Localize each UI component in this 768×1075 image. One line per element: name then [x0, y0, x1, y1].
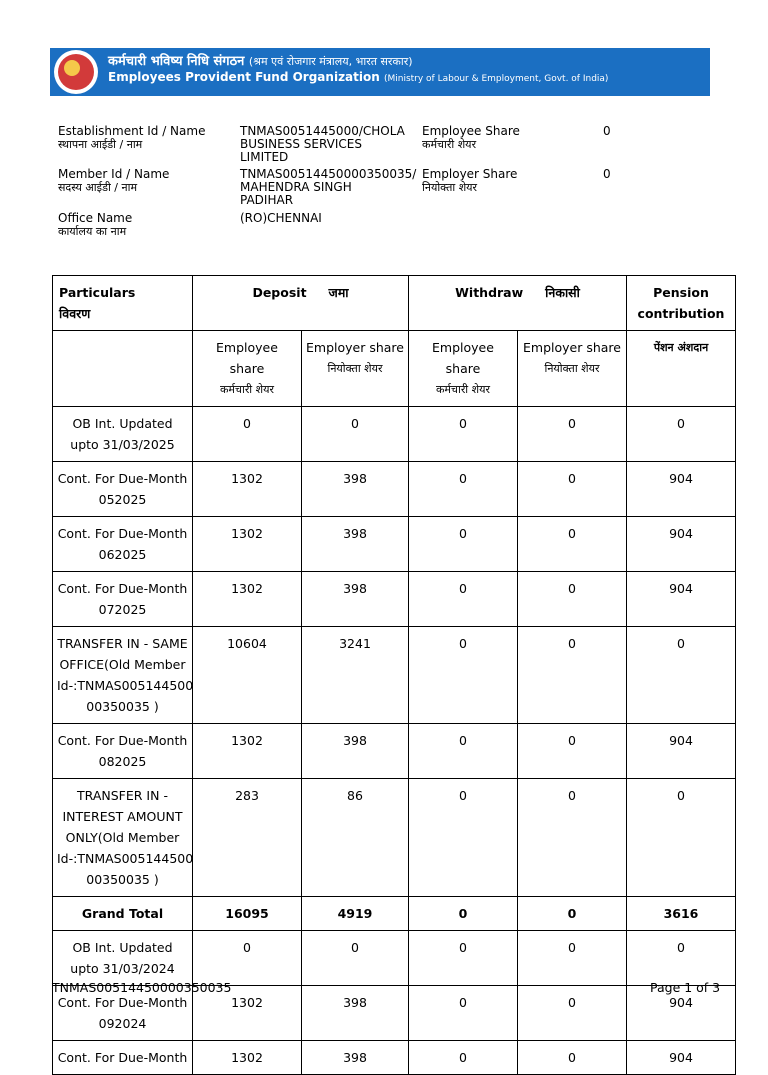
office-value: (RO)CHENNAI [240, 211, 322, 225]
cell-dep-emp: 0 [193, 931, 302, 986]
header-deposit: Deposit जमा [193, 276, 409, 331]
cell-pension: 904 [627, 517, 736, 572]
cell-wd-empr: 0 [518, 724, 627, 779]
table-row [53, 407, 736, 462]
cell-wd-empr: 0 [518, 627, 627, 724]
employer-share-value: 0 [603, 167, 611, 181]
cell-wd-empr: 0 [518, 897, 627, 931]
cell-wd-emp: 0 [409, 897, 518, 931]
cell-wd-empr: 0 [518, 572, 627, 627]
employee-share-value: 0 [603, 124, 611, 138]
cell-dep-emp: 1302 [193, 986, 302, 1041]
header-particulars: Particularsविवरण [53, 276, 193, 331]
footer-page-number: Page 1 of 3 [650, 980, 721, 995]
cell-wd-empr: 0 [518, 407, 627, 462]
cell-dep-empr: 398 [302, 1041, 409, 1075]
footer-member-id: TNMAS00514450000350035 [52, 980, 232, 995]
cell-particulars: Cont. For Due-Month [53, 1041, 193, 1075]
cell-dep-empr: 398 [302, 572, 409, 627]
cell-dep-empr: 86 [302, 779, 409, 897]
subheader-deposit-employee: Employee share कर्मचारी शेयर [193, 331, 302, 407]
cell-wd-emp: 0 [409, 779, 518, 897]
org-title-hindi [108, 51, 413, 69]
cell-wd-emp: 0 [409, 724, 518, 779]
passbook-table [52, 275, 736, 1075]
cell-wd-empr: 0 [518, 779, 627, 897]
cell-dep-emp: 10604 [193, 627, 302, 724]
cell-particulars: Cont. For Due-Month 072025 [53, 572, 193, 627]
cell-pension: 904 [627, 724, 736, 779]
cell-wd-emp: 0 [409, 462, 518, 517]
cell-dep-emp: 1302 [193, 517, 302, 572]
cell-pension: 0 [627, 779, 736, 897]
establishment-label: Establishment Id / Name स्थापना आईडी / नाम [58, 124, 206, 151]
establishment-value: TNMAS0051445000/CHOLA BUSINESS SERVICES LIMITED [240, 124, 405, 164]
cell-particulars: Grand Total [53, 897, 193, 931]
subheader-blank [53, 331, 193, 407]
cell-wd-empr: 0 [518, 517, 627, 572]
subheader-withdraw-employer: Employer share नियोक्ता शेयर [518, 331, 627, 407]
org-name-hindi: कर्मचारी भविष्य निधि संगठन [108, 54, 245, 69]
header-withdraw: Withdraw निकासी [409, 276, 627, 331]
org-title-english [108, 70, 608, 84]
cell-wd-emp: 0 [409, 627, 518, 724]
cell-particulars: TRANSFER IN - INTEREST AMOUNT ONLY(Old Member Id-:TNMAS005144500 00350035 ) [53, 779, 193, 897]
cell-dep-empr: 398 [302, 517, 409, 572]
cell-wd-empr: 0 [518, 1041, 627, 1075]
cell-pension: 904 [627, 462, 736, 517]
cell-pension: 904 [627, 572, 736, 627]
employer-share-label: Employer Share नियोक्ता शेयर [422, 167, 518, 194]
cell-dep-emp: 1302 [193, 724, 302, 779]
org-ministry-english: (Ministry of Labour & Employment, Govt. of India) [383, 74, 609, 84]
org-name-english: Employees Provident Fund Organization [108, 70, 380, 84]
cell-wd-empr: 0 [518, 986, 627, 1041]
table-row [53, 517, 736, 572]
cell-dep-empr: 0 [302, 931, 409, 986]
cell-wd-emp: 0 [409, 407, 518, 462]
cell-dep-emp: 1302 [193, 572, 302, 627]
cell-pension: 904 [627, 986, 736, 1041]
cell-dep-empr: 398 [302, 724, 409, 779]
table-row [53, 627, 736, 724]
cell-pension: 3616 [627, 897, 736, 931]
cell-wd-emp: 0 [409, 572, 518, 627]
cell-wd-emp: 0 [409, 517, 518, 572]
office-label: Office Name कार्यालय का नाम [58, 211, 133, 238]
subheader-withdraw-employee: Employee share कर्मचारी शेयर [409, 331, 518, 407]
table-row [53, 724, 736, 779]
table-row [53, 931, 736, 986]
member-label: Member Id / Name सदस्य आईडी / नाम [58, 167, 170, 194]
table-row [53, 572, 736, 627]
cell-dep-empr: 398 [302, 986, 409, 1041]
cell-particulars: Cont. For Due-Month 062025 [53, 517, 193, 572]
member-value: TNMAS00514450000350035/ MAHENDRA SINGH PADIHAR [240, 167, 417, 207]
cell-wd-empr: 0 [518, 462, 627, 517]
cell-pension: 904 [627, 1041, 736, 1075]
cell-wd-emp: 0 [409, 986, 518, 1041]
cell-wd-empr: 0 [518, 931, 627, 986]
employee-share-label: Employee Share कर्मचारी शेयर [422, 124, 520, 151]
cell-wd-emp: 0 [409, 931, 518, 986]
cell-pension: 0 [627, 407, 736, 462]
cell-dep-emp: 16095 [193, 897, 302, 931]
cell-dep-emp: 1302 [193, 1041, 302, 1075]
table-row [53, 897, 736, 931]
cell-particulars: Cont. For Due-Month 092024 [53, 986, 193, 1041]
table-row [53, 1041, 736, 1075]
epfo-logo-icon [54, 50, 98, 94]
cell-dep-empr: 4919 [302, 897, 409, 931]
table-row [53, 779, 736, 897]
cell-pension: 0 [627, 931, 736, 986]
cell-dep-empr: 398 [302, 462, 409, 517]
cell-particulars: TRANSFER IN - SAME OFFICE(Old Member Id-:TNMAS005144500 00350035 ) [53, 627, 193, 724]
subheader-pension: पेंशन अंशदान [627, 331, 736, 407]
cell-pension: 0 [627, 627, 736, 724]
cell-dep-emp: 283 [193, 779, 302, 897]
cell-particulars: OB Int. Updated upto 31/03/2025 [53, 407, 193, 462]
cell-particulars: Cont. For Due-Month 052025 [53, 462, 193, 517]
table-row [53, 462, 736, 517]
cell-particulars: Cont. For Due-Month 082025 [53, 724, 193, 779]
cell-particulars: OB Int. Updated upto 31/03/2024 [53, 931, 193, 986]
cell-dep-empr: 0 [302, 407, 409, 462]
cell-dep-emp: 1302 [193, 462, 302, 517]
org-ministry-hindi: (श्रम एवं रोजगार मंत्रालय, भारत सरकार) [248, 55, 413, 68]
header-pension: Pension contribution [627, 276, 736, 331]
subheader-deposit-employer: Employer share नियोक्ता शेयर [302, 331, 409, 407]
cell-dep-emp: 0 [193, 407, 302, 462]
cell-wd-emp: 0 [409, 1041, 518, 1075]
cell-dep-empr: 3241 [302, 627, 409, 724]
